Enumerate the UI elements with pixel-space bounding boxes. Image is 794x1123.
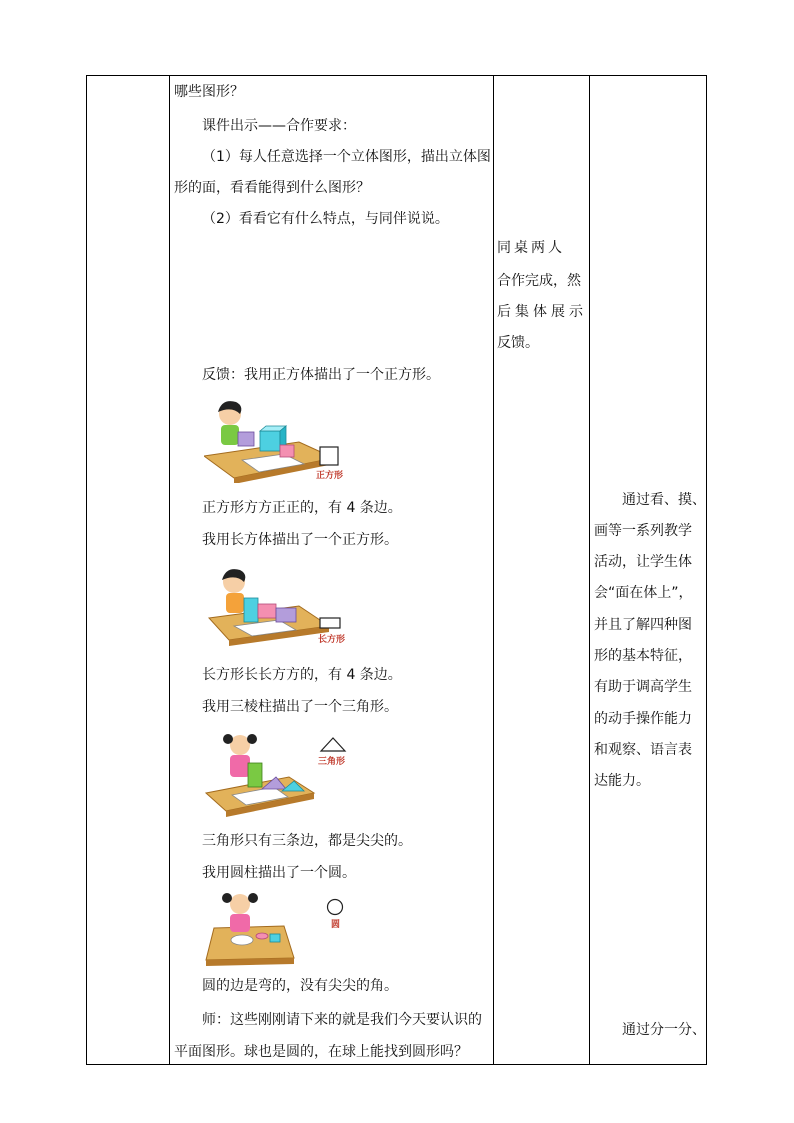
- cube-tracing-illustration: [204, 398, 354, 483]
- main-line-6: 反馈：我用正方体描出了一个正方形。: [202, 367, 440, 383]
- intent-line-6: 形的基本特征，: [594, 648, 692, 664]
- column-divider-3: [589, 76, 590, 1064]
- circle-caption: 圆: [331, 920, 341, 930]
- main-line-7: 正方形方方正正的，有 4 条边。: [202, 500, 402, 516]
- main-line-9: 长方形长长方方的，有 4 条边。: [202, 667, 402, 683]
- triangle-caption: 三角形: [318, 757, 346, 767]
- intent-line-10: 达能力。: [594, 773, 650, 789]
- intent-line-1: 通过看、摸、: [622, 492, 706, 508]
- cylinder-tracing-illustration: [204, 892, 354, 967]
- intent-line-4: 会“面在体上”，: [594, 585, 693, 601]
- main-line-4: 形的面，看看能得到什么图形？: [174, 180, 370, 196]
- column-divider-2: [493, 76, 494, 1064]
- column-divider-1: [169, 76, 170, 1064]
- activity-line-4: 反馈。: [497, 335, 539, 351]
- intent-line-5: 并且了解四种图: [594, 617, 692, 633]
- square-caption: 正方形: [316, 471, 344, 481]
- main-line-5: （2）看看它有什么特点，与同伴说说。: [202, 211, 449, 227]
- intent-bottom-line: 通过分一分、: [622, 1022, 706, 1038]
- main-line-12: 我用圆柱描出了一个圆。: [202, 865, 356, 881]
- intent-line-7: 有助于调高学生: [594, 679, 692, 695]
- main-line-2: 课件出示——合作要求：: [202, 118, 356, 134]
- main-line-11: 三角形只有三条边，都是尖尖的。: [202, 833, 412, 849]
- intent-line-8: 的动手操作能力: [594, 711, 692, 727]
- main-line-8: 我用长方体描出了一个正方形。: [202, 532, 398, 548]
- cuboid-tracing-illustration: [204, 568, 354, 653]
- main-line-10: 我用三棱柱描出了一个三角形。: [202, 699, 398, 715]
- prism-tracing-illustration: [204, 733, 354, 818]
- main-line-14: 师：这些刚刚请下来的就是我们今天要认识的: [202, 1012, 482, 1028]
- main-line-15: 平面图形。球也是圆的，在球上能找到圆形吗？: [174, 1044, 468, 1060]
- activity-line-1: 同桌两人: [497, 240, 565, 256]
- main-line-3: （1）每人任意选择一个立体图形，描出立体图: [202, 149, 491, 165]
- intent-line-9: 和观察、语言表: [594, 742, 692, 758]
- main-line-13: 圆的边是弯的，没有尖尖的角。: [202, 978, 398, 994]
- activity-line-3: 后集体展示: [497, 304, 587, 320]
- rectangle-caption: 长方形: [318, 635, 346, 645]
- activity-line-2: 合作完成，然: [497, 273, 581, 289]
- intent-line-2: 画等一系列教学: [594, 523, 692, 539]
- main-line-1: 哪些图形？: [174, 84, 244, 100]
- intent-line-3: 活动，让学生体: [594, 554, 692, 570]
